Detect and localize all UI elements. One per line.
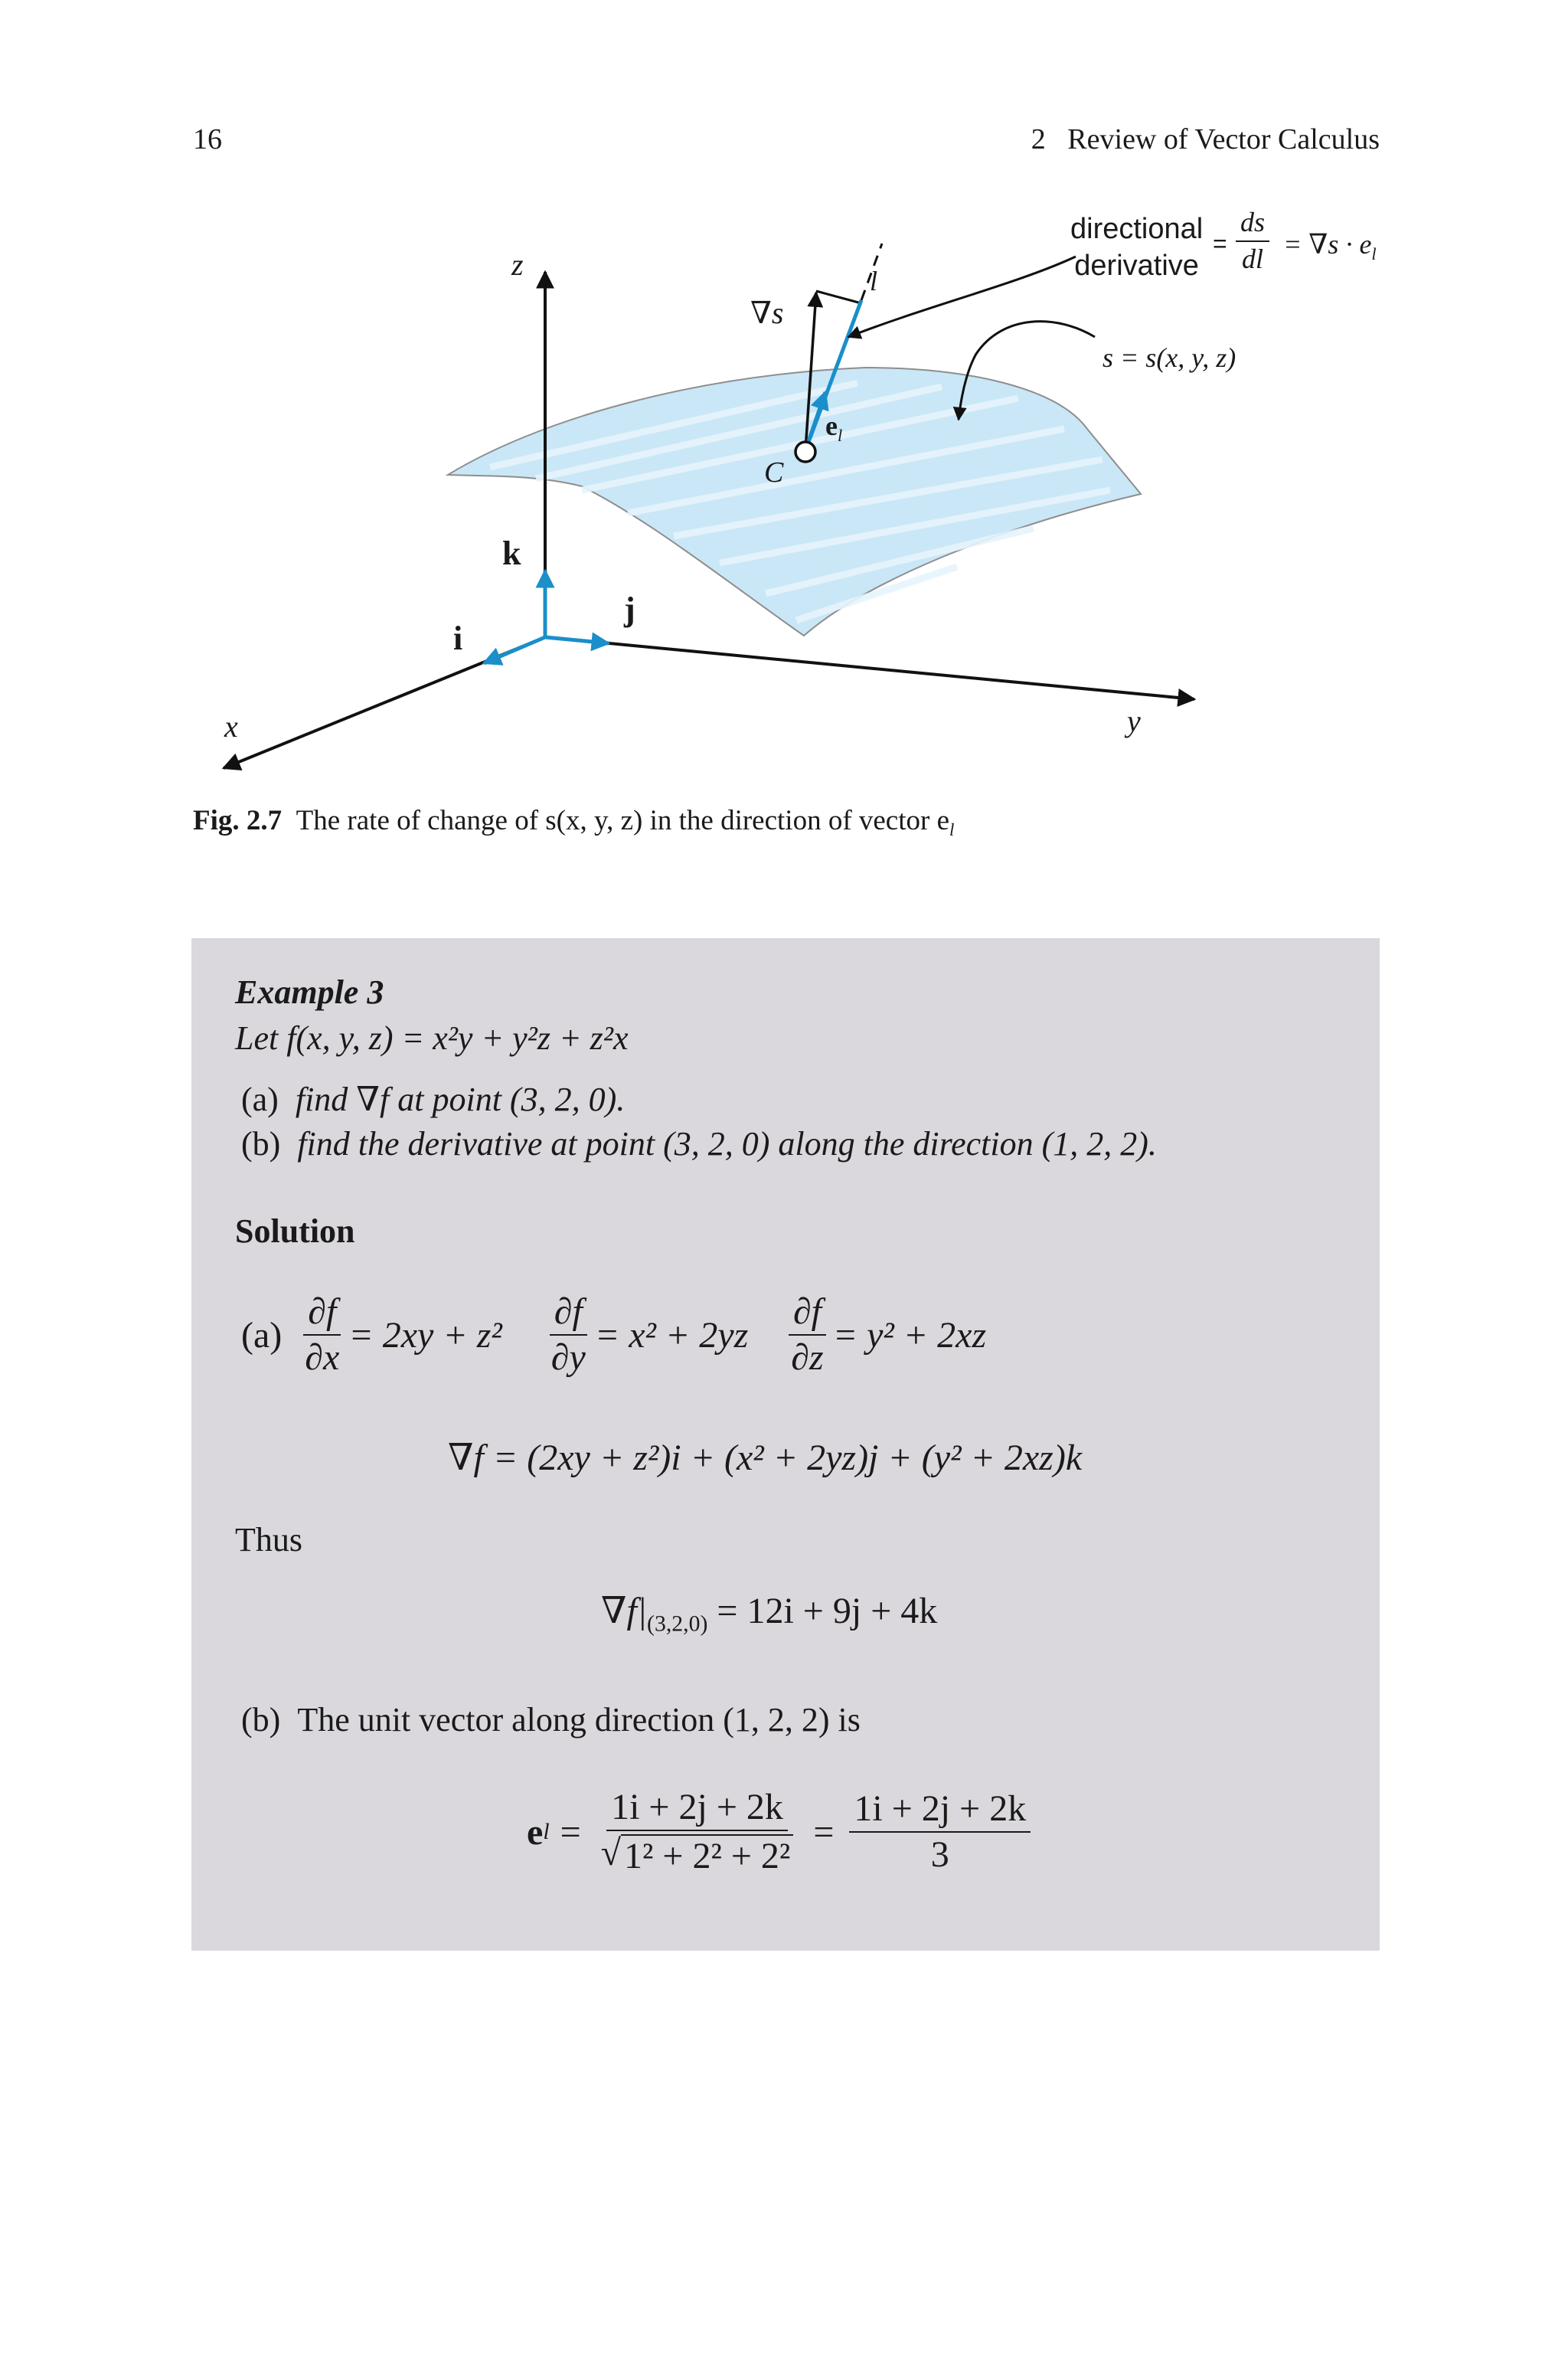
grad-s-label: ∇s — [750, 296, 784, 330]
example-part-b: (b) find the derivative at point (3, 2, 0) along the direction (1, 2, 2). — [241, 1125, 1157, 1163]
figure-2-7 — [0, 0, 1568, 796]
example-statement: Let f(x, y, z) = x²y + y²z + z²x — [235, 1019, 629, 1057]
solution-heading: Solution — [235, 1212, 355, 1250]
j-label: j — [624, 590, 635, 628]
k-label: k — [502, 535, 521, 572]
figure-caption: Fig. 2.7 The rate of change of s(x, y, z) in the direction of vector $e_l$ — [193, 805, 955, 840]
surface-equation: s = s(x, y, z) — [1102, 342, 1236, 373]
ds-dl-fraction: $\frac{ds}{dl}$ — [1236, 208, 1269, 274]
part-b-solution-text: (b) The unit vector along direction (1, 2, 2) is — [241, 1701, 861, 1739]
z-axis-label: z — [511, 247, 524, 282]
i-unit-vector — [484, 637, 545, 663]
el-label: $e_l$ — [825, 411, 843, 445]
x-axis-label: x — [224, 709, 238, 744]
i-label: i — [453, 620, 463, 657]
running-header: 2 Review of Vector Calculus — [1031, 123, 1380, 155]
example-part-a: (a) find ∇f at point (3, 2, 0). — [241, 1081, 626, 1118]
grad-dot-el: = $\nabla s \cdot e_l$ — [1283, 229, 1377, 263]
callout-directional — [848, 257, 1076, 337]
unit-vector-equation: e l = 1i + 2j + 2k √ 1² + 2² + 2² = $\frac{1i + 2j + 2k}{3}$ — [527, 1788, 1035, 1876]
c-label: C — [764, 456, 784, 489]
directional-derivative-text: directional derivative — [1070, 213, 1204, 282]
partial-derivatives-row: (a) $\frac{\partial f}{\partial x}$ = 2xy + z² $\frac{\partial f}{\partial y}$ = x² + 2yz $\frac{\partial f}{\partial z}$ = y² + 2xz — [241, 1291, 987, 1379]
j-unit-vector — [545, 637, 609, 643]
y-axis-label: y — [1127, 704, 1141, 738]
thus-text: Thus — [235, 1521, 302, 1559]
y-axis — [545, 637, 1194, 699]
gradient-at-point: $\nabla f|_{(3,2,0)} = 12i + 9j + 4k$ — [601, 1591, 938, 1637]
eq-sign-1: = — [1213, 230, 1227, 257]
point-c — [795, 442, 815, 462]
example-title: Example 3 — [235, 973, 384, 1011]
page-number: 16 — [193, 123, 222, 155]
projection-line — [816, 291, 861, 303]
gradient-equation: ∇f = (2xy + z²)i + (x² + 2yz)j + (y² + 2xz)k — [448, 1438, 1083, 1478]
l-label: l — [870, 266, 878, 296]
